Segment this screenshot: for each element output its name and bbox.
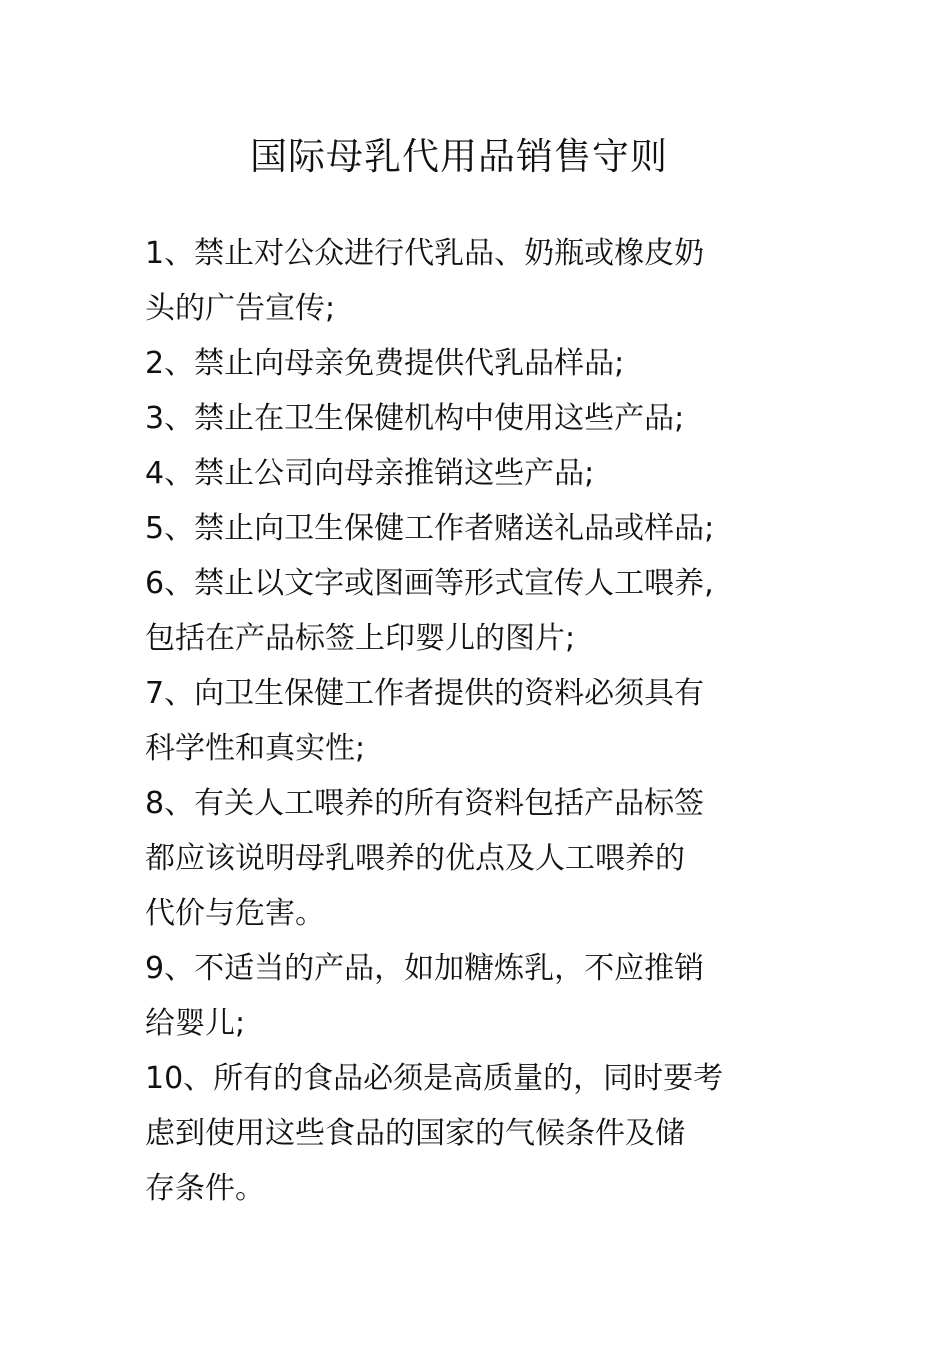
rule-item-3 [145, 391, 760, 446]
rule-line: 6、禁止以文字或图画等形式宣传人工喂养, [145, 566, 714, 601]
rule-line: 虑到使用这些食品的国家的气候条件及储 [145, 1116, 685, 1151]
rule-line: 头的广告宣传; [145, 291, 336, 326]
rule-item-4 [145, 446, 760, 501]
rule-line: 8、有关人工喂养的所有资料包括产品标签 [145, 786, 705, 821]
rule-item-6 [145, 556, 760, 666]
rule-item-8 [145, 776, 760, 941]
rule-line: 代价与危害。 [145, 896, 325, 931]
document-title: 国际母乳代用品销售守则 [250, 135, 668, 178]
rule-line: 科学性和真实性; [145, 731, 366, 766]
rule-line: 存条件。 [145, 1171, 265, 1206]
rule-item-9 [145, 941, 760, 1051]
rule-item-2 [145, 336, 760, 391]
rule-line: 包括在产品标签上印婴儿的图片; [145, 621, 576, 656]
rule-line: 都应该说明母乳喂养的优点及人工喂养的 [145, 841, 685, 876]
rule-line: 10、所有的食品必须是高质量的，同时要考 [145, 1061, 724, 1096]
rule-line: 4、禁止公司向母亲推销这些产品; [145, 456, 595, 491]
rule-line: 给婴儿; [145, 1006, 246, 1041]
rule-line: 1、禁止对公众进行代乳品、奶瓶或橡皮奶 [145, 236, 705, 271]
rule-item-7 [145, 666, 760, 776]
rules-list [145, 226, 760, 1216]
rule-line: 5、禁止向卫生保健工作者赌送礼品或样品; [145, 511, 715, 546]
rule-line: 9、不适当的产品，如加糖炼乳，不应推销 [145, 951, 705, 986]
rule-line: 2、禁止向母亲免费提供代乳品样品; [145, 346, 625, 381]
rule-item-5 [145, 501, 760, 556]
rule-line: 7、向卫生保健工作者提供的资料必须具有 [145, 676, 705, 711]
rule-line: 3、禁止在卫生保健机构中使用这些产品; [145, 401, 685, 436]
rule-item-10 [145, 1051, 760, 1216]
rule-item-1 [145, 226, 760, 336]
